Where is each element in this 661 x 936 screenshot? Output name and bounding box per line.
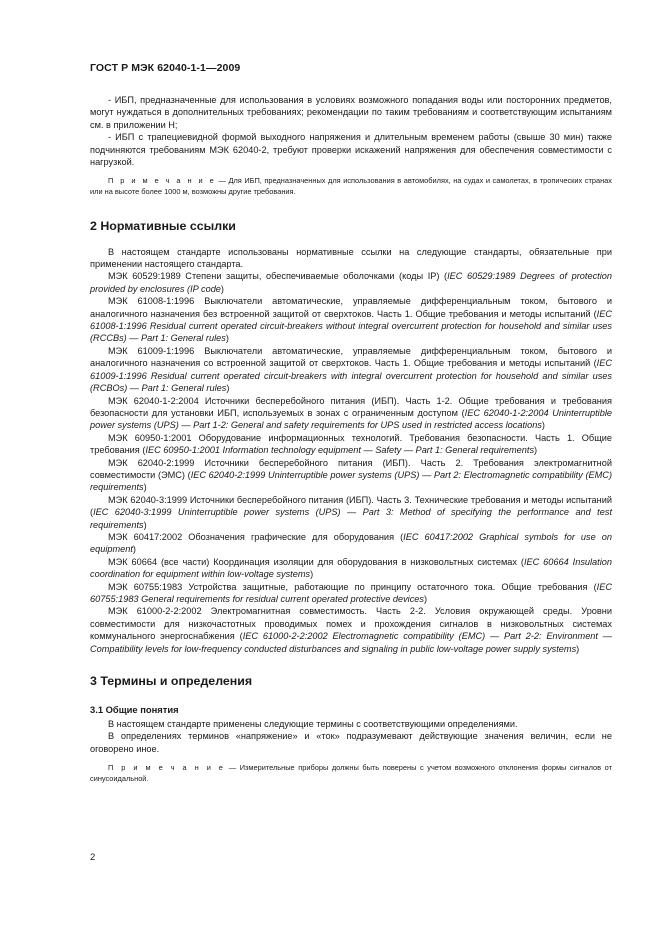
reference-title-ru: МЭК 61000-2-2:2002 Электромагнитная совместимость. Часть 2-2. Условия окружающей среды. Уровни совместимости для низкочастотных проводимых помех и прохождения сигналов в низковольтных системах коммунального энергоснабжения (	[90, 606, 612, 642]
reference-title-en: IEC 62040-3:1999 Uninterruptible power systems (UPS) — Part 3: Method of specifying the performance and test requirements	[90, 507, 612, 530]
reference-title-en: IEC 61009-1:1996 Residual current operated circuit-breakers with integral overcurrent protection for household and similar uses (RCBOs) — Part 1: General rules	[90, 358, 612, 394]
reference-closing: )	[541, 420, 545, 431]
reference-title-ru: МЭК 61009-1:1996 Выключатели автоматические, управляемые дифференциальным током, бытового и аналогичного назначения со встроенной защитой от сверхтоков. Часть 1. Общие требования и методы испытаний (	[90, 345, 612, 369]
reference-closing: )	[143, 519, 147, 530]
reference-closing: )	[220, 283, 224, 294]
reference-closing: )	[310, 569, 314, 580]
reference-item	[90, 395, 612, 432]
intro-paragraph-1: - ИБП, предназначенные для использования в условиях возможного попадания воды или посторонних предметов, могут нуждаться в дополнительных требованиях; рекомендации по таким требованиям и соответствующим испытаниям см. в приложении Н;	[90, 95, 612, 130]
reference-item	[90, 494, 612, 531]
section-2-title: 2 Нормативные ссылки	[90, 218, 236, 233]
document-page	[90, 62, 612, 784]
reference-title-ru: МЭК 60664 (все части) Координация изоляции для оборудования в низковольтных системах (	[108, 556, 524, 567]
reference-title-en: IEC 62040-2:1999 Uninterruptible power systems (UPS) — Part 2: Electromagnetic compatibility (EMC) requirements	[90, 469, 613, 493]
reference-closing: )	[576, 643, 580, 654]
reference-title-ru: МЭК 60755:1983 Устройства защитные, работающие по принципу остаточного тока. Общие требования (	[108, 581, 597, 592]
reference-item	[90, 581, 612, 606]
reference-title-en: IEC 60950-1:2001 Information technology equipment — Safety — Part 1: General requirements	[145, 445, 535, 456]
reference-closing: )	[534, 445, 538, 456]
note-1-text: — Для ИБП, предназначенных для использования в автомобилях, на судах и самолетах, в тропических странах или на высоте более 1000 м, возможны другие требования.	[90, 176, 612, 197]
reference-title-en: IEC 60664 Insulation coordination for equipment within low-voltage systems	[90, 556, 612, 580]
note-2-label: П р и м е ч а н и е	[108, 763, 226, 773]
intro-paragraph-2: - ИБП с трапециевидной формой выходного напряжения и длительным временем работы (свыше 30 мин) также подчиняются требованиям МЭК 62040-2, требуют проверки искажений напряжения для обеспечения совместимости с нагрузкой.	[90, 132, 612, 168]
document-header: ГОСТ Р МЭК 62040-1-1—2009	[90, 62, 241, 74]
note-1-label: П р и м е ч а н и е	[108, 176, 216, 186]
reference-closing: )	[225, 333, 229, 344]
reference-item	[90, 345, 612, 395]
reference-list	[90, 270, 612, 655]
reference-item	[90, 432, 612, 457]
note-1	[90, 176, 612, 197]
reference-closing: )	[226, 383, 230, 394]
reference-title-en: IEC 61008-1:1996 Residual current operated circuit-breakers without integral overcurrent protection for household and similar uses (RCCBs) — Part 1: General rules	[90, 308, 612, 344]
reference-title-ru: МЭК 60950-1:2001 Оборудование информационных технологий. Требования безопасности. Часть 1. Общие требования (	[90, 432, 612, 456]
reference-closing: )	[143, 482, 147, 493]
reference-title-en: IEC 62040-1-2:2004 Uninterruptible power systems (UPS) — Part 1-2: General and safety requirements for UPS used in restricted access locations	[90, 407, 612, 431]
subsection-3-1-title: 3.1 Общие понятия	[90, 704, 179, 716]
section-3-paragraph-1: В настоящем стандарте применены следующие термины с соответствующими определениями.	[108, 719, 518, 730]
reference-title-ru: МЭК 62040-3:1999 Источники бесперебойного питания (ИБП). Часть 3. Технические требования и методы испытаний (	[90, 494, 612, 518]
reference-item	[90, 605, 612, 655]
reference-title-ru: МЭК 62040-2:1999 Источники бесперебойного питания (ИБП). Часть 2. Требования электромагнитной совместимости (ЭМС) (	[90, 457, 612, 480]
section-2-lead: В настоящем стандарте использованы нормативные ссылки на следующие стандарты, обязательные при применении настоящего стандарта.	[90, 246, 612, 270]
note-2-text: — Измерительные приборы должны быть поверены с учетом возможного отклонения формы сигналов от синусоидальной.	[90, 763, 612, 783]
section-3-title: 3 Термины и определения	[90, 674, 253, 689]
reference-title-en: IEC 60755:1983 General requirements for residual current operated protective devices	[90, 581, 612, 604]
reference-title-ru: МЭК 62040-1-2:2004 Источники бесперебойного питания (ИБП). Часть 1-2. Общие требования и требования безопасности для установки ИБП, используемых в зонах с ограниченным доступом (	[90, 395, 612, 418]
reference-title-en: IEC 61000-2-2:2002 Electromagnetic compatibility (EMC) — Part 2-2: Environment — Compatibility levels for low-frequency conducted disturbances and signaling in public low-voltage power supply systems	[90, 631, 612, 654]
reference-title-ru: МЭК 60529:1989 Степени защиты, обеспечиваемые оболочками (коды IP) (	[108, 271, 448, 282]
reference-closing: )	[132, 544, 136, 555]
reference-title-en: IEC 60417:2002 Graphical symbols for use on equipment	[90, 531, 612, 555]
reference-item	[90, 531, 612, 556]
reference-closing: )	[424, 594, 428, 604]
reference-title-en: IEC 60529:1989 Degrees of protection provided by enclosures (IP code	[90, 271, 612, 294]
reference-item	[90, 295, 612, 345]
reference-title-ru: МЭК 61008-1:1996 Выключатели автоматические, управляемые дифференциальным током, бытового и аналогичного назначения без встроенной защитой от сверхтоков. Часть 1. Общие требования и методы испытаний (	[90, 296, 612, 319]
note-2	[90, 763, 612, 784]
section-3-paragraph-2: В определениях терминов «напряжение» и «ток» подразумевают действующие значения величин, если не оговорено иное.	[90, 731, 612, 754]
reference-title-ru: МЭК 60417:2002 Обозначения графические для оборудования (	[108, 531, 404, 542]
page-number: 2	[90, 852, 96, 863]
reference-item	[90, 556, 612, 581]
reference-item	[90, 457, 612, 494]
reference-item	[90, 270, 612, 295]
